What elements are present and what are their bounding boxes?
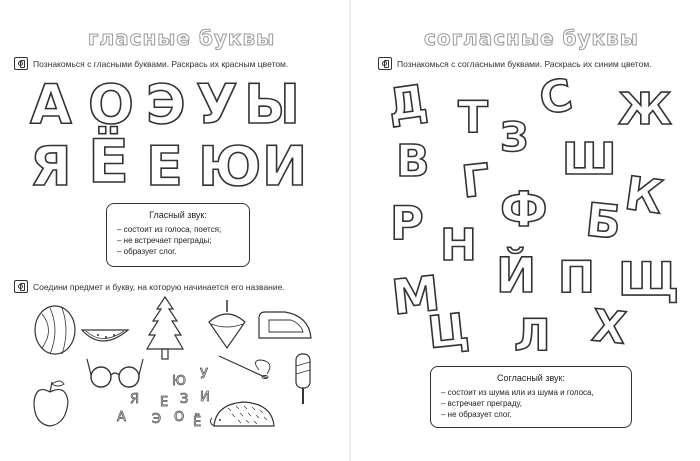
vowel-letter: Ю [198,135,262,198]
book-pencil-icon [378,57,392,70]
consonants-instruction [378,57,652,70]
book-pencil-icon [14,57,28,70]
small-letter: Э [152,412,162,427]
small-letter: У [200,367,208,382]
consonant-sound-heading: Согласный звук: [497,373,565,383]
vowel-letter: О [88,73,134,136]
consonants-title: согласные буквы [424,26,639,50]
consonants-instruction-text: Познакомься с согласными буквами. Раскрась их синим цветом. [397,58,652,69]
small-letter: И [200,390,210,405]
small-letter: А [117,410,126,425]
vowel-letter: Э [146,73,186,136]
consonant-letter: Т [458,92,489,143]
vowels-title: гласные буквы [88,26,276,50]
consonant-letter: Г [459,154,493,209]
vowel-letter: У [196,73,238,136]
consonant-rule: – встречает преграду, [441,399,522,408]
vowels-instruction-text: Познакомься с гласными буквами. Раскрась их красным цветом. [33,58,289,69]
consonant-rule: – состоит из шума или из шума и голоса, [441,388,594,397]
vowel-sound-box [106,203,250,267]
vowel-letter: Я [30,135,72,198]
vowel-sound-heading: Гласный звук: [149,210,207,220]
vowel-letter: А [30,73,72,136]
consonant-letter: В [396,136,430,187]
vowel-rule: – образует слог. [117,247,177,256]
consonant-letter: Х [589,300,629,355]
consonant-letter: Д [384,75,431,132]
consonant-letter: Й [496,248,537,304]
consonant-letter: М [389,265,443,327]
spinning-top-icon [205,298,250,353]
consonant-letter: Б [583,192,624,250]
consonant-sound-box [430,366,632,428]
consonant-letter: Ф [500,182,548,238]
consonant-letter: З [500,115,529,161]
vowels-instruction [14,57,288,70]
small-letter: Е [160,395,169,410]
vowel-letter: И [262,135,308,198]
right-page [350,0,700,461]
vowel-rule: – не встречает преграды; [117,236,212,245]
iron-icon [255,306,315,346]
small-letter: Ю [172,374,187,389]
book-pencil-icon [14,280,28,293]
consonant-letter: Щ [618,252,679,306]
small-letter: Ё [193,415,202,430]
vowel-rule: – состоит из голоса, поется; [117,225,222,234]
watermelon-icon [30,300,130,360]
consonant-letter: Ц [425,304,472,359]
hedgehog-icon [208,398,278,432]
ice-cream-icon [290,352,316,408]
apple-icon [30,378,72,430]
small-letter: З [180,392,189,407]
consonant-letter: Ш [562,134,617,185]
consonant-letter: Р [390,196,424,250]
consonant-letter: К [621,165,667,225]
vowel-letter: Ы [244,73,300,136]
consonant-letter: Л [514,310,551,361]
matching-instruction-text: Соедини предмет и букву, на которую начинается его название. [33,281,285,292]
small-letter: О [174,410,185,425]
vowel-letter: Ё [88,127,129,197]
consonant-letter: П [558,252,595,303]
consonant-letter: С [535,69,577,126]
needle-icon [215,352,275,387]
consonant-letter: Ж [618,84,672,135]
matching-instruction [14,280,285,293]
vowel-letter: Е [146,135,183,198]
fir-tree-icon [145,295,185,365]
consonant-letter: Н [440,220,477,271]
consonant-rule: – не образует слог. [441,410,512,419]
glasses-icon [85,355,150,390]
small-letter: Я [130,392,140,407]
